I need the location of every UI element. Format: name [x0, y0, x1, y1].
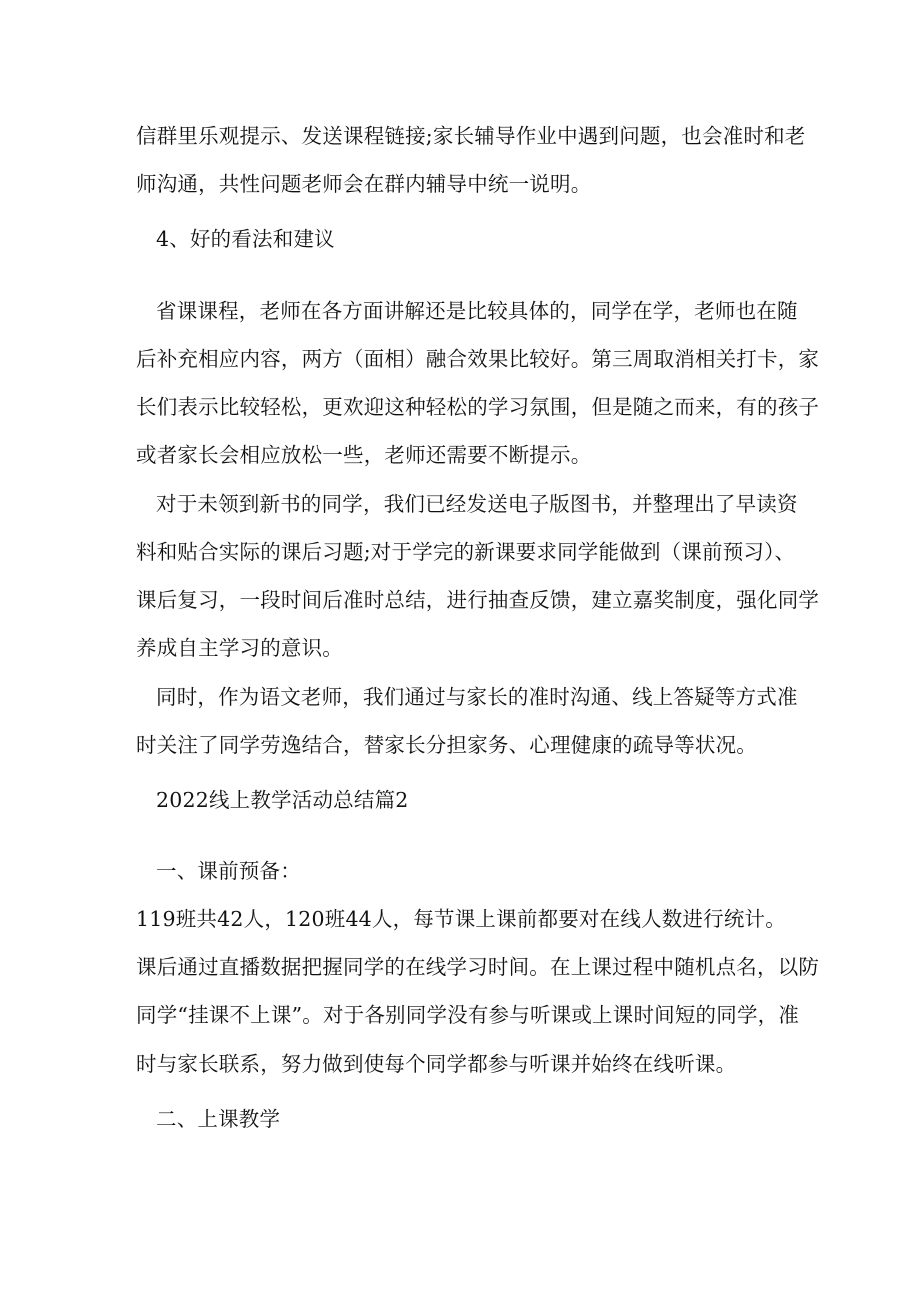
- section-heading: 二、上课教学: [156, 1107, 281, 1131]
- paragraph-line: 对于未领到新书的同学，我们已经发送电子版图书，并整理出了早读资: [156, 492, 798, 516]
- paragraph-line: 长们表示比较轻松，更欢迎这种轻松的学习氛围，但是随之而来，有的孩子: [136, 395, 820, 419]
- article-title: 2022线上教学活动总结篇2: [156, 788, 409, 812]
- paragraph-line: 信群里乐观提示、发送课程链接;家长辅导作业中遇到问题，也会准时和老: [136, 124, 806, 148]
- paragraph-line: 课后复习，一段时间后准时总结，进行抽查反馈，建立嘉奖制度，强化同学: [136, 588, 820, 612]
- paragraph-line: 119班共42人，120班44人，每节课上课前都要对在线人数进行统计。: [136, 907, 786, 931]
- section-heading: 4、好的看法和建议: [156, 227, 335, 251]
- section-heading: 一、课前预备：: [156, 859, 301, 883]
- paragraph-line: 料和贴合实际的课后习题;对于学完的新课要求同学能做到（课前预习）、: [136, 540, 796, 564]
- paragraph-line: 省课课程，老师在各方面讲解还是比较具体的，同学在学，老师也在随: [156, 299, 798, 323]
- paragraph-line: 时与家长联系，努力做到使每个同学都参与听课并始终在线听课。: [136, 1052, 737, 1076]
- paragraph-line: 或者家长会相应放松一些，老师还需要不断提示。: [136, 443, 592, 467]
- paragraph-line: 师沟通，共性问题老师会在群内辅导中统一说明。: [136, 172, 592, 196]
- paragraph-line: 同学“挂课不上课”。对于各别同学没有参与听课或上课时间短的同学，准: [136, 1003, 800, 1027]
- paragraph-line: 养成自主学习的意识。: [136, 636, 343, 660]
- paragraph-line: 同时，作为语文老师，我们通过与家长的准时沟通、线上答疑等方式准: [156, 685, 798, 709]
- paragraph-line: 时关注了同学劳逸结合，替家长分担家务、心理健康的疏导等状况。: [136, 733, 757, 757]
- paragraph-line: 后补充相应内容，两方（面相）融合效果比较好。第三周取消相关打卡，家: [136, 347, 820, 371]
- paragraph-line: 课后通过直播数据把握同学的在线学习时间。在上课过程中随机点名，以防: [136, 955, 820, 979]
